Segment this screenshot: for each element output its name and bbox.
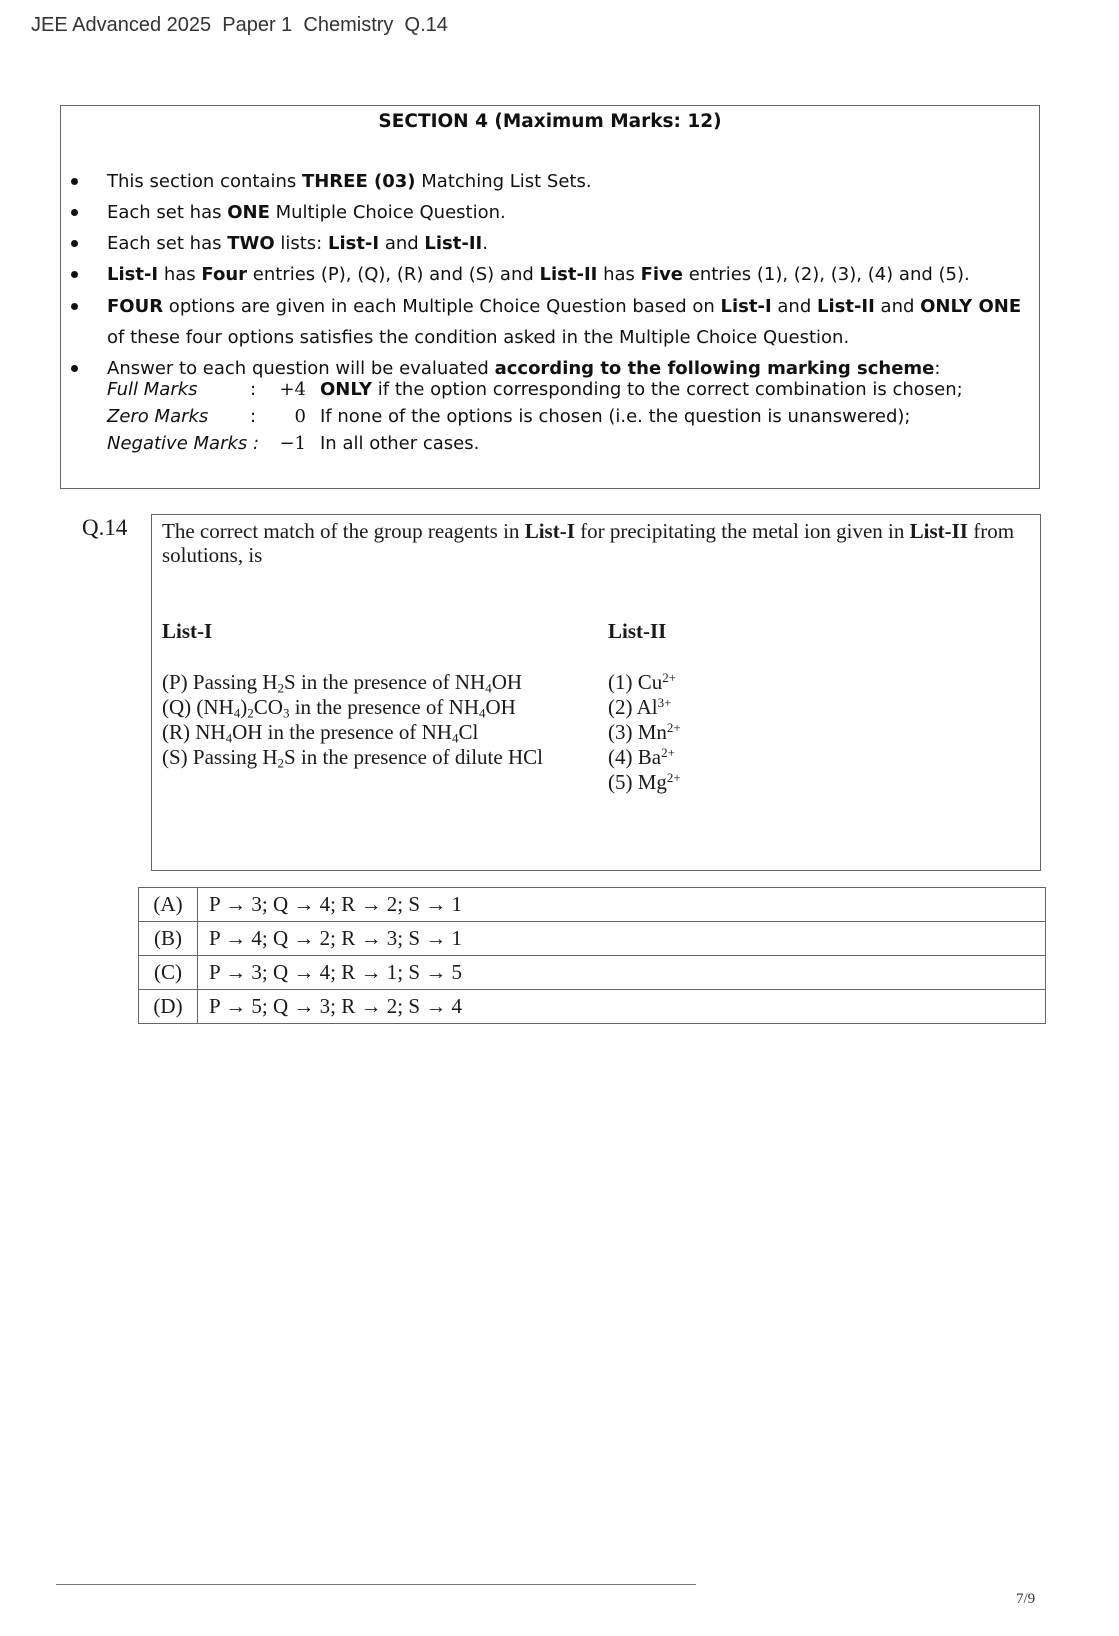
list-i-item: (R) $NH_4OH$ in the presence of $NH_4Cl$ <box>162 720 479 746</box>
page-number: 7/9 <box>1016 1591 1036 1607</box>
instruction-item: Each set has TWO lists: List-I and List-II. <box>61 228 1039 259</box>
marking-colon: : <box>250 406 257 427</box>
list-ii-item: (4) $Ba^{2+}$ <box>608 744 675 769</box>
marking-scheme <box>107 376 963 457</box>
option-label[interactable]: (A) <box>139 888 198 922</box>
option-label[interactable]: (C) <box>139 956 198 990</box>
marking-value: 0 <box>294 406 306 427</box>
marking-row-full <box>107 376 963 403</box>
marking-text: In all other cases. <box>320 433 480 454</box>
option-label[interactable]: (B) <box>139 922 198 956</box>
list-i-title: List-I <box>162 619 213 643</box>
instruction-item: List-I has Four entries (P), (Q), (R) and (S) and List-II has Five entries (1), (2), (3), (4) and (5). <box>61 259 1039 290</box>
answer-options <box>138 887 1046 1024</box>
list-ii-item: (5) $Mg^{2+}$ <box>608 769 681 794</box>
footer-divider <box>56 1584 696 1585</box>
marking-label: Zero Marks <box>107 406 209 427</box>
page-header: JEE Advanced 2025 Paper 1 Chemistry Q.14 <box>31 14 448 36</box>
list-i-item: (Q) $(NH_4)_2CO_3$ in the presence of $NH_4OH$ <box>162 695 516 721</box>
option-text[interactable]: P → 3; Q → 4; R → 1; S → 5 <box>198 956 1046 990</box>
instruction-item: This section contains THREE (03) Matching List Sets. <box>61 166 1039 197</box>
list-ii-item: (3) $Mn^{2+}$ <box>608 719 681 744</box>
list-i <box>162 670 543 770</box>
list-i-item: (P) Passing $H_2S$ in the presence of $NH_4OH$ <box>162 670 523 696</box>
list-i-item: (S) Passing $H_2S$ in the presence of dilute HCl <box>162 745 543 771</box>
instruction-item: Answer to each question will be evaluated according to the following marking scheme: <box>61 353 1039 384</box>
option-text[interactable]: P → 4; Q → 2; R → 3; S → 1 <box>198 922 1046 956</box>
marking-value: +4 <box>279 379 306 400</box>
option-text[interactable]: P → 5; Q → 3; R → 2; S → 4 <box>198 990 1046 1024</box>
marking-value: −1 <box>279 433 306 454</box>
list-ii-title: List-II <box>608 619 667 643</box>
option-row-a[interactable] <box>139 888 1046 922</box>
list-ii <box>608 670 681 795</box>
option-text[interactable]: P → 3; Q → 4; R → 2; S → 1 <box>198 888 1046 922</box>
option-label[interactable]: (D) <box>139 990 198 1024</box>
section-title: SECTION 4 (Maximum Marks: 12) <box>378 111 722 132</box>
instruction-item: Each set has ONE Multiple Choice Question. <box>61 197 1039 228</box>
marking-row-negative <box>107 430 963 457</box>
section-instructions <box>60 105 1040 489</box>
option-row-d[interactable] <box>139 990 1046 1024</box>
marking-text: If none of the options is chosen (i.e. the question is unanswered); <box>320 406 911 427</box>
instruction-list <box>61 166 1039 384</box>
question-number: Q.14 <box>82 515 128 540</box>
option-row-b[interactable] <box>139 922 1046 956</box>
option-row-c[interactable] <box>139 956 1046 990</box>
list-ii-item: (1) $Cu^{2+}$ <box>608 669 677 694</box>
marking-text: ONLY if the option corresponding to the correct combination is chosen; <box>320 379 963 400</box>
marking-label: Negative Marks : <box>107 433 260 454</box>
marking-row-zero <box>107 403 963 430</box>
question-stem: The correct match of the group reagents in List-I for precipitating the metal ion given in List-II from solutions, is <box>162 519 1015 567</box>
instruction-item: FOUR options are given in each Multiple Choice Question based on List-I and List-II and ONLY ONE of these four options satisfies the condition asked in the Multiple Choice Question. <box>61 291 1039 353</box>
question-box <box>151 514 1041 871</box>
marking-colon: : <box>250 379 257 400</box>
list-ii-item: (2) $Al^{3+}$ <box>608 694 672 719</box>
marking-label: Full Marks <box>107 379 198 400</box>
